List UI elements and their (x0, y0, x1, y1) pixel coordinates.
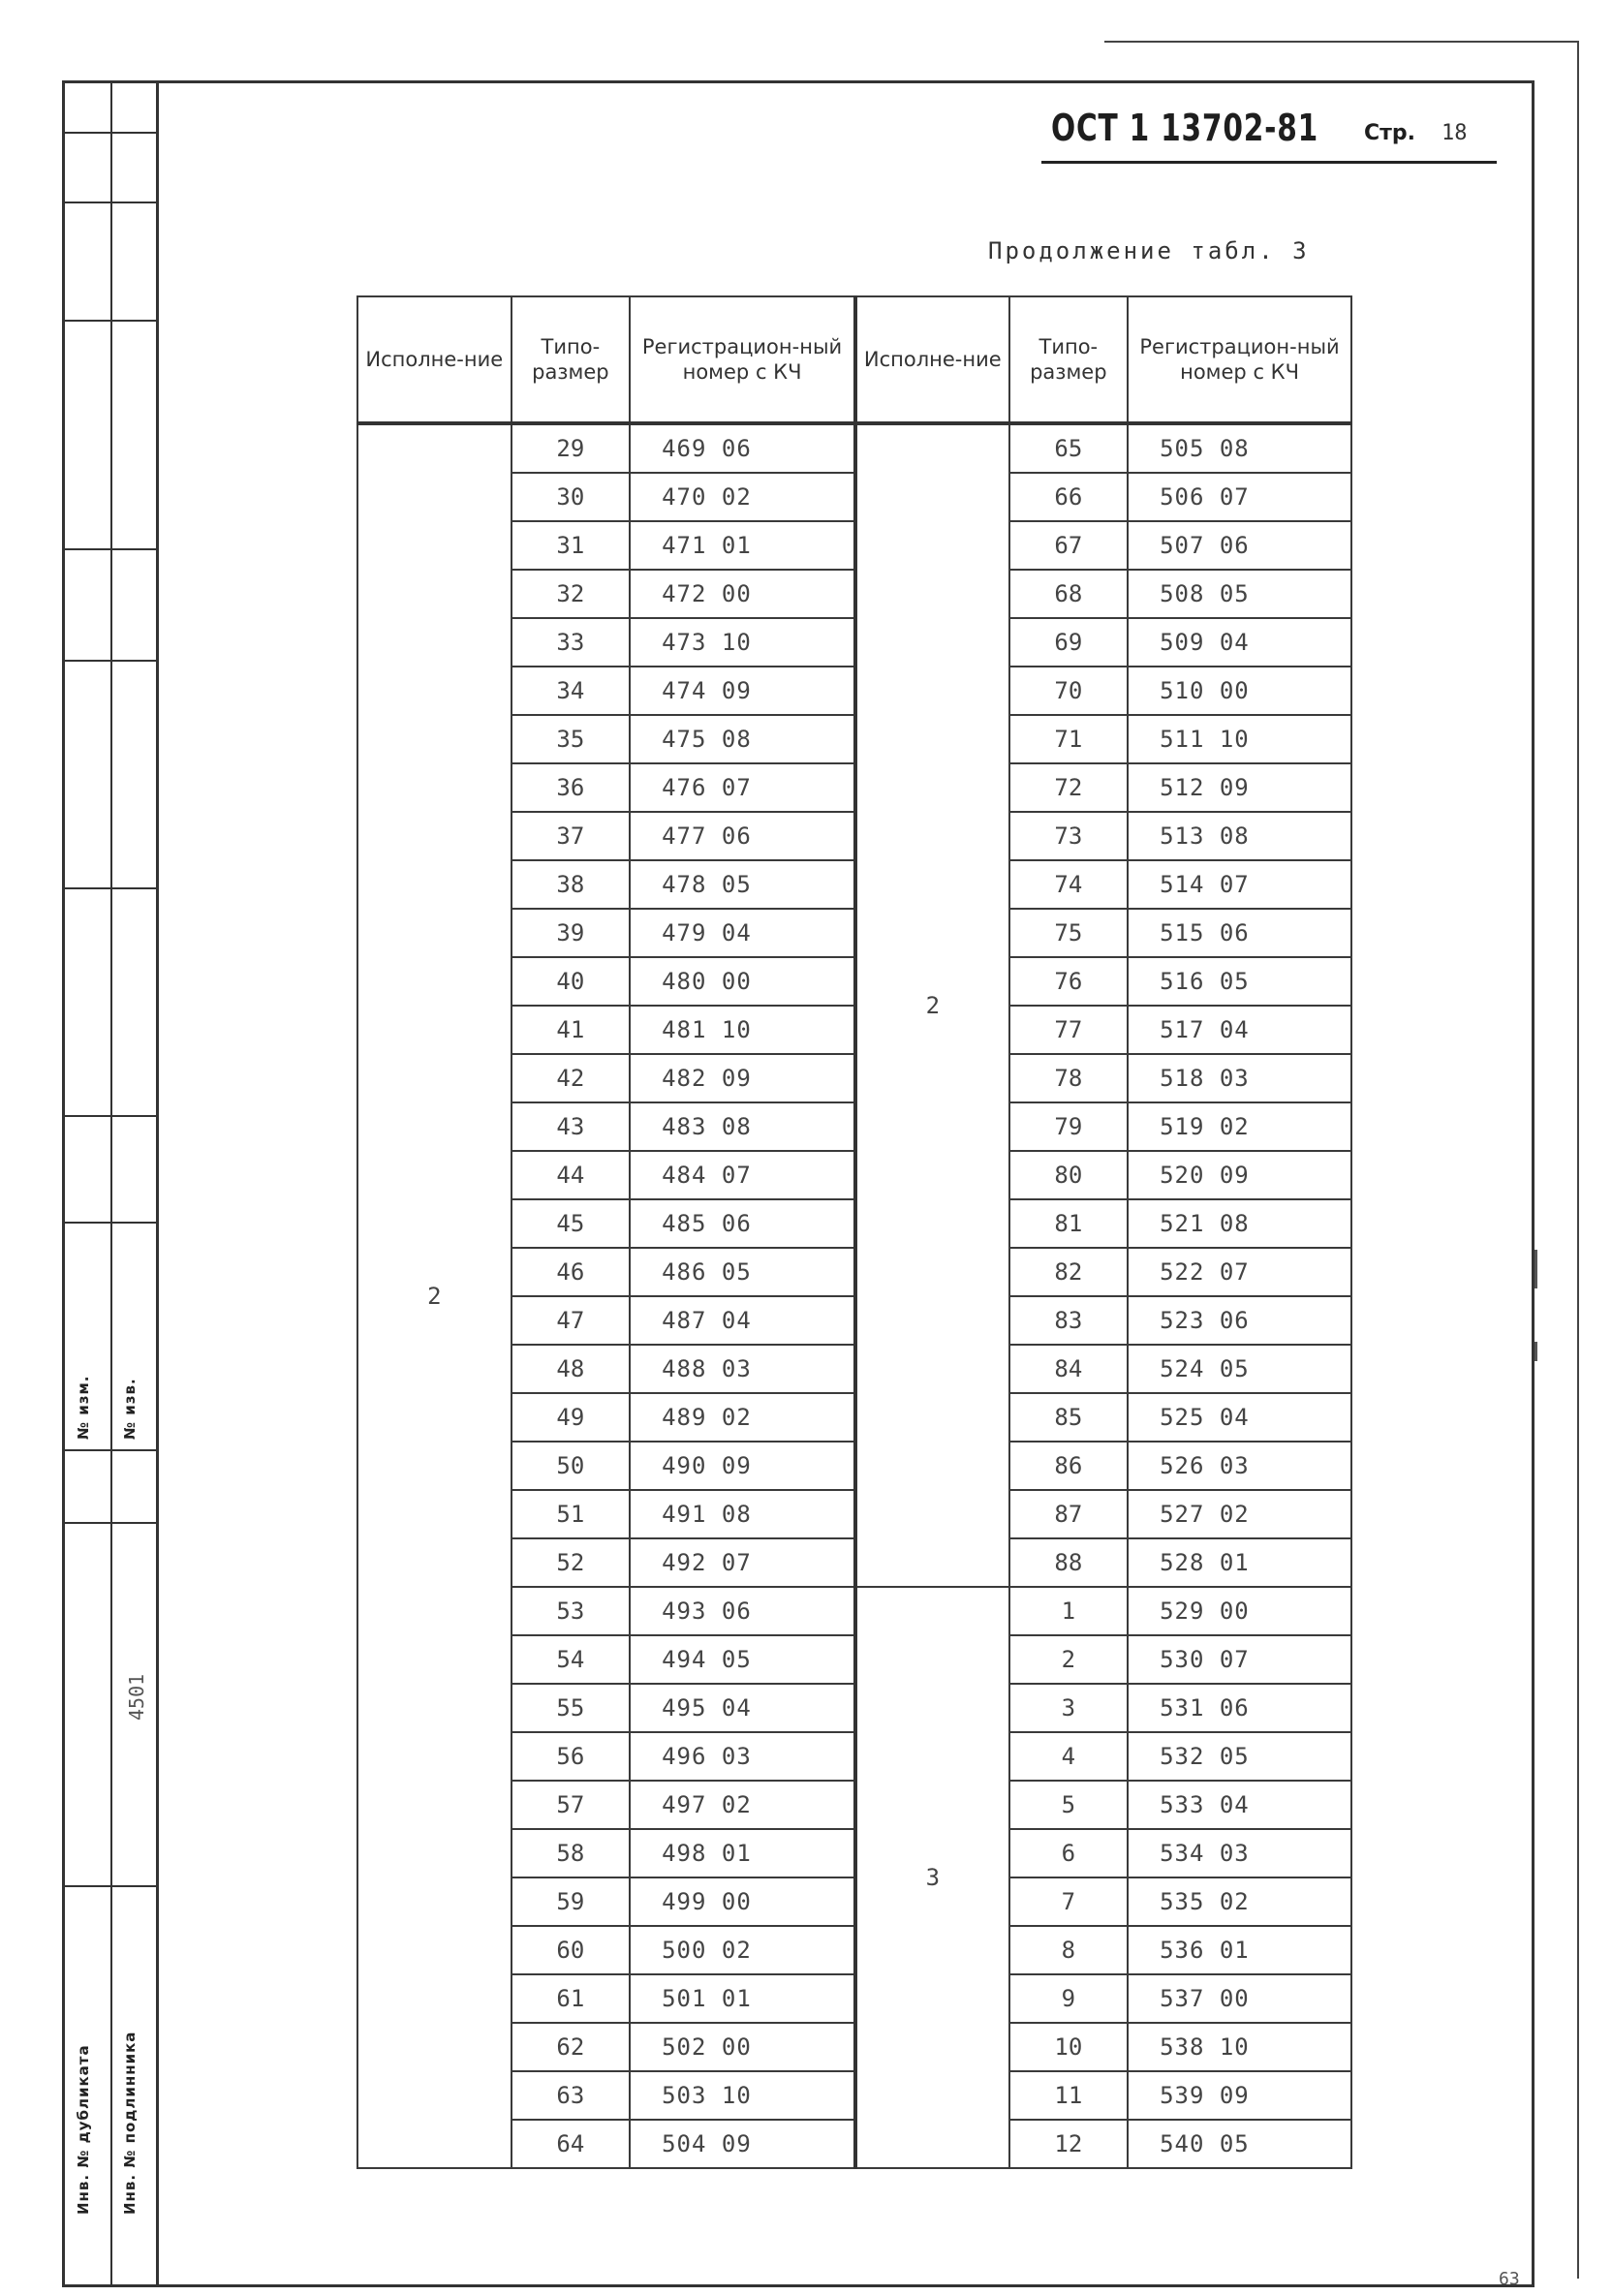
tiporazmer-cell: 31 (512, 521, 630, 570)
col-header-tiporazmer: Типо-размер (512, 296, 630, 423)
reg-nomer-cell: 521 08 (1128, 1199, 1351, 1248)
reg-nomer-cell: 484 07 (630, 1151, 855, 1199)
tiporazmer-cell: 77 (1009, 1006, 1128, 1054)
reg-nomer-cell: 469 06 (630, 423, 855, 473)
reg-nomer-cell: 513 08 (1128, 812, 1351, 860)
inv-podl-label: Инв. № подлинника (121, 2031, 139, 2215)
strip-line (65, 1449, 156, 1451)
tiporazmer-cell: 1 (1009, 1587, 1128, 1635)
reg-nomer-cell: 489 02 (630, 1393, 855, 1442)
reg-nomer-cell: 540 05 (1128, 2120, 1351, 2168)
reg-nomer-cell: 483 08 (630, 1102, 855, 1151)
tiporazmer-cell: 3 (1009, 1684, 1128, 1732)
tiporazmer-cell: 4 (1009, 1732, 1128, 1781)
tiporazmer-cell: 67 (1009, 521, 1128, 570)
tiporazmer-cell: 83 (1009, 1296, 1128, 1345)
tiporazmer-cell: 72 (1009, 763, 1128, 812)
tiporazmer-cell: 85 (1009, 1393, 1128, 1442)
strip-line (65, 1222, 156, 1224)
reg-nomer-cell: 537 00 (1128, 1974, 1351, 2023)
strip-line (65, 1885, 156, 1887)
reg-nomer-cell: 488 03 (630, 1345, 855, 1393)
document-code: ОСТ 1 13702-81 (1051, 107, 1319, 149)
tiporazmer-cell: 50 (512, 1442, 630, 1490)
table-caption: Продолжение табл. 3 (988, 237, 1310, 264)
tiporazmer-cell: 52 (512, 1538, 630, 1587)
no-izv-label: № изв. (121, 1378, 139, 1440)
reg-nomer-cell: 470 02 (630, 473, 855, 521)
strip-line (65, 660, 156, 662)
reg-nomer-cell: 499 00 (630, 1877, 855, 1926)
reg-nomer-cell: 507 06 (1128, 521, 1351, 570)
scan-frame-right (1577, 41, 1579, 2279)
tiporazmer-cell: 48 (512, 1345, 630, 1393)
reg-nomer-cell: 520 09 (1128, 1151, 1351, 1199)
tiporazmer-cell: 35 (512, 715, 630, 763)
reg-nomer-cell: 497 02 (630, 1781, 855, 1829)
reg-nomer-cell: 481 10 (630, 1006, 855, 1054)
tiporazmer-cell: 7 (1009, 1877, 1128, 1926)
tiporazmer-cell: 55 (512, 1684, 630, 1732)
scan-mark (1534, 1342, 1537, 1361)
reg-nomer-cell: 490 09 (630, 1442, 855, 1490)
reg-nomer-cell: 529 00 (1128, 1587, 1351, 1635)
tiporazmer-cell: 34 (512, 667, 630, 715)
tiporazmer-cell: 49 (512, 1393, 630, 1442)
tiporazmer-cell: 46 (512, 1248, 630, 1296)
tiporazmer-cell: 87 (1009, 1490, 1128, 1538)
reg-nomer-cell: 515 06 (1128, 909, 1351, 957)
tiporazmer-cell: 59 (512, 1877, 630, 1926)
tiporazmer-cell: 75 (1009, 909, 1128, 957)
tiporazmer-cell: 6 (1009, 1829, 1128, 1877)
strip-line (65, 1115, 156, 1117)
reg-nomer-cell: 472 00 (630, 570, 855, 618)
reg-nomer-cell: 533 04 (1128, 1781, 1351, 1829)
reg-nomer-cell: 477 06 (630, 812, 855, 860)
reg-nomer-cell: 474 09 (630, 667, 855, 715)
tiporazmer-cell: 47 (512, 1296, 630, 1345)
tiporazmer-cell: 5 (1009, 1781, 1128, 1829)
reg-nomer-cell: 500 02 (630, 1926, 855, 1974)
reg-nomer-cell: 508 05 (1128, 570, 1351, 618)
reg-nomer-cell: 509 04 (1128, 618, 1351, 667)
tiporazmer-cell: 38 (512, 860, 630, 909)
strip-line (65, 202, 156, 203)
reg-nomer-cell: 517 04 (1128, 1006, 1351, 1054)
reg-nomer-cell: 496 03 (630, 1732, 855, 1781)
reg-nomer-cell: 532 05 (1128, 1732, 1351, 1781)
reg-nomer-cell: 536 01 (1128, 1926, 1351, 1974)
ispolnenie-cell: 2 (855, 423, 1009, 1587)
tiporazmer-cell: 42 (512, 1054, 630, 1102)
tiporazmer-cell: 60 (512, 1926, 630, 1974)
tiporazmer-cell: 73 (1009, 812, 1128, 860)
reg-nomer-cell: 482 09 (630, 1054, 855, 1102)
tiporazmer-cell: 40 (512, 957, 630, 1006)
tiporazmer-cell: 76 (1009, 957, 1128, 1006)
tiporazmer-cell: 71 (1009, 715, 1128, 763)
reg-nomer-cell: 473 10 (630, 618, 855, 667)
tiporazmer-cell: 70 (1009, 667, 1128, 715)
reg-nomer-cell: 528 01 (1128, 1538, 1351, 1587)
tiporazmer-cell: 80 (1009, 1151, 1128, 1199)
strip-line (65, 548, 156, 550)
tiporazmer-cell: 32 (512, 570, 630, 618)
header-underline (1041, 161, 1497, 164)
tiporazmer-cell: 65 (1009, 423, 1128, 473)
tiporazmer-cell: 10 (1009, 2023, 1128, 2071)
reg-nomer-cell: 514 07 (1128, 860, 1351, 909)
scan-frame-top (1104, 41, 1579, 43)
no-izm-label: № изм. (75, 1375, 92, 1440)
tiporazmer-cell: 63 (512, 2071, 630, 2120)
reg-nomer-cell: 493 06 (630, 1587, 855, 1635)
tiporazmer-cell: 53 (512, 1587, 630, 1635)
tiporazmer-cell: 68 (1009, 570, 1128, 618)
reg-nomer-cell: 530 07 (1128, 1635, 1351, 1684)
reg-nomer-cell: 504 09 (630, 2120, 855, 2168)
reg-nomer-cell: 539 09 (1128, 2071, 1351, 2120)
tiporazmer-cell: 33 (512, 618, 630, 667)
reg-nomer-cell: 511 10 (1128, 715, 1351, 763)
col-header-reg-nomer: Регистрацион-ный номер с КЧ (1128, 296, 1351, 423)
reg-nomer-cell: 526 03 (1128, 1442, 1351, 1490)
tiporazmer-cell: 44 (512, 1151, 630, 1199)
reg-nomer-cell: 485 06 (630, 1199, 855, 1248)
reg-nomer-cell: 519 02 (1128, 1102, 1351, 1151)
tiporazmer-cell: 39 (512, 909, 630, 957)
strip-line (65, 132, 156, 134)
reg-nomer-cell: 538 10 (1128, 2023, 1351, 2071)
col-header-ispolnenie: Исполне-ние (357, 296, 512, 423)
tiporazmer-cell: 58 (512, 1829, 630, 1877)
tiporazmer-cell: 43 (512, 1102, 630, 1151)
tiporazmer-cell: 66 (1009, 473, 1128, 521)
reg-nomer-cell: 501 01 (630, 1974, 855, 2023)
reg-nomer-cell: 498 01 (630, 1829, 855, 1877)
reg-nomer-cell: 503 10 (630, 2071, 855, 2120)
reg-nomer-cell: 487 04 (630, 1296, 855, 1345)
tiporazmer-cell: 86 (1009, 1442, 1128, 1490)
ispolnenie-cell: 3 (855, 1587, 1009, 2168)
table-header-row (357, 296, 1351, 423)
reg-nomer-cell: 512 09 (1128, 763, 1351, 812)
reg-nomer-cell: 524 05 (1128, 1345, 1351, 1393)
reg-nomer-cell: 510 00 (1128, 667, 1351, 715)
reg-nomer-cell: 525 04 (1128, 1393, 1351, 1442)
table-body (357, 423, 1351, 2168)
table-row (357, 423, 1351, 473)
reg-nomer-cell: 522 07 (1128, 1248, 1351, 1296)
reg-nomer-cell: 516 05 (1128, 957, 1351, 1006)
col-header-ispolnenie: Исполне-ние (855, 296, 1009, 423)
reg-nomer-cell: 505 08 (1128, 423, 1351, 473)
tiporazmer-cell: 79 (1009, 1102, 1128, 1151)
tiporazmer-cell: 41 (512, 1006, 630, 1054)
reg-nomer-cell: 486 05 (630, 1248, 855, 1296)
reg-nomer-cell: 527 02 (1128, 1490, 1351, 1538)
tiporazmer-cell: 29 (512, 423, 630, 473)
tiporazmer-cell: 62 (512, 2023, 630, 2071)
reg-nomer-cell: 535 02 (1128, 1877, 1351, 1926)
reg-nomer-cell: 495 04 (630, 1684, 855, 1732)
reg-nomer-cell: 478 05 (630, 860, 855, 909)
scan-mark (1534, 1250, 1537, 1288)
reg-nomer-cell: 476 07 (630, 763, 855, 812)
reg-nomer-cell: 492 07 (630, 1538, 855, 1587)
corner-number: 63 (1499, 2269, 1520, 2289)
tiporazmer-cell: 37 (512, 812, 630, 860)
inv-number: 4501 (125, 1673, 148, 1721)
reg-nomer-cell: 471 01 (630, 521, 855, 570)
tiporazmer-cell: 30 (512, 473, 630, 521)
reg-nomer-cell: 475 08 (630, 715, 855, 763)
reg-nomer-cell: 479 04 (630, 909, 855, 957)
tiporazmer-cell: 64 (512, 2120, 630, 2168)
tiporazmer-cell: 69 (1009, 618, 1128, 667)
tiporazmer-cell: 9 (1009, 1974, 1128, 2023)
reg-nomer-cell: 518 03 (1128, 1054, 1351, 1102)
reg-nomer-cell: 523 06 (1128, 1296, 1351, 1345)
page-label: Стр. (1364, 121, 1416, 145)
reg-nomer-cell: 534 03 (1128, 1829, 1351, 1877)
tiporazmer-cell: 81 (1009, 1199, 1128, 1248)
tiporazmer-cell: 8 (1009, 1926, 1128, 1974)
tiporazmer-cell: 82 (1009, 1248, 1128, 1296)
strip-divider (110, 83, 112, 2284)
tiporazmer-cell: 45 (512, 1199, 630, 1248)
page-number: 18 (1442, 121, 1468, 145)
strip-line (65, 887, 156, 889)
tiporazmer-cell: 61 (512, 1974, 630, 2023)
strip-line (65, 1522, 156, 1524)
tiporazmer-cell: 78 (1009, 1054, 1128, 1102)
reg-nomer-cell: 506 07 (1128, 473, 1351, 521)
tiporazmer-cell: 56 (512, 1732, 630, 1781)
tiporazmer-cell: 36 (512, 763, 630, 812)
tiporazmer-cell: 74 (1009, 860, 1128, 909)
tiporazmer-cell: 12 (1009, 2120, 1128, 2168)
tiporazmer-cell: 88 (1009, 1538, 1128, 1587)
tiporazmer-cell: 84 (1009, 1345, 1128, 1393)
ispolnenie-cell: 2 (357, 423, 512, 2168)
tiporazmer-cell: 57 (512, 1781, 630, 1829)
reg-nomer-cell: 502 00 (630, 2023, 855, 2071)
tiporazmer-cell: 2 (1009, 1635, 1128, 1684)
reg-nomer-cell: 480 00 (630, 957, 855, 1006)
binding-strip (65, 83, 159, 2284)
tiporazmer-cell: 51 (512, 1490, 630, 1538)
inv-dubl-label: Инв. № дубликата (75, 2044, 92, 2215)
reg-nomer-cell: 494 05 (630, 1635, 855, 1684)
tiporazmer-cell: 11 (1009, 2071, 1128, 2120)
reg-nomer-cell: 491 08 (630, 1490, 855, 1538)
spec-table (356, 295, 1352, 2169)
col-header-reg-nomer: Регистрацион-ный номер с КЧ (630, 296, 855, 423)
col-header-tiporazmer: Типо-размер (1009, 296, 1128, 423)
tiporazmer-cell: 54 (512, 1635, 630, 1684)
reg-nomer-cell: 531 06 (1128, 1684, 1351, 1732)
strip-line (65, 320, 156, 322)
